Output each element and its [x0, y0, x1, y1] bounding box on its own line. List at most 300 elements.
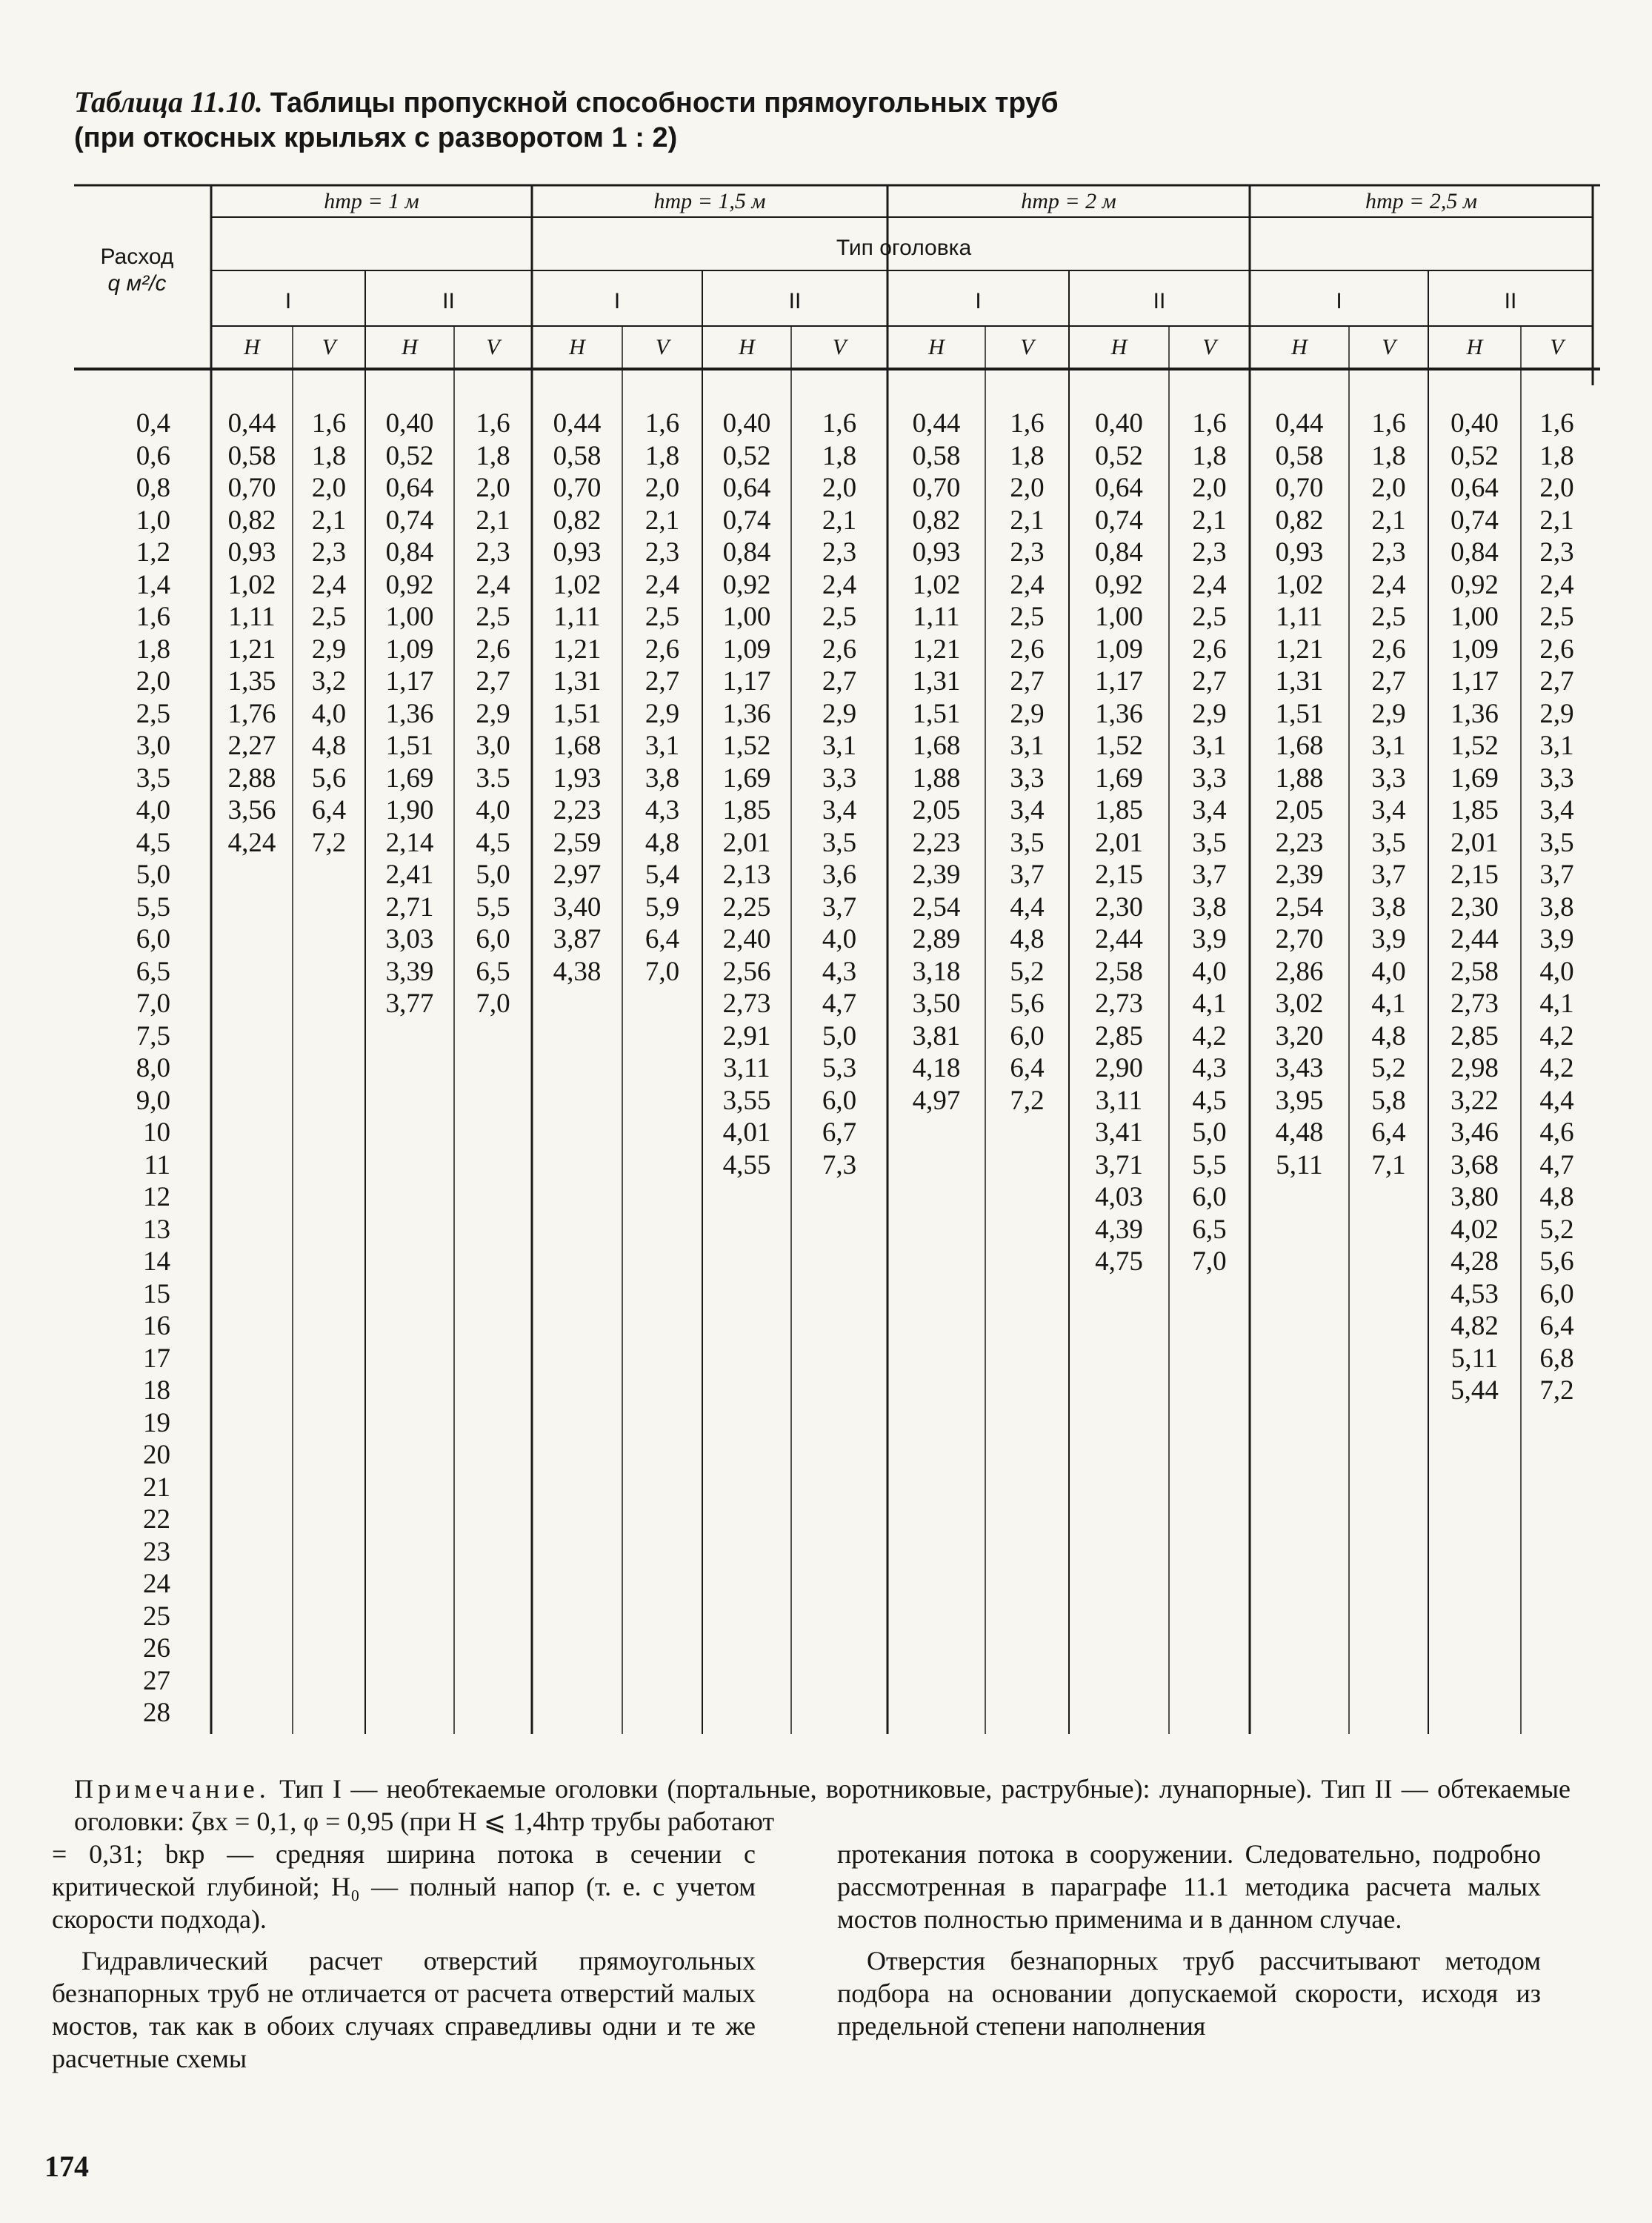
v-value: 5,5: [1192, 1149, 1227, 1180]
flow-rate-value: 27: [143, 1665, 170, 1696]
head-type-label: Тип оголовка: [836, 236, 972, 260]
h-value: 1,68: [912, 731, 961, 761]
flow-rate-value: 2,0: [136, 666, 170, 697]
v-column-header: V: [1020, 335, 1034, 359]
flow-rate-value: 1,2: [136, 537, 170, 568]
v-value: 2,6: [1539, 634, 1574, 665]
h-value: 2,90: [1095, 1053, 1143, 1083]
v-value: 3,8: [1539, 891, 1574, 923]
v-value: 3,5: [1371, 827, 1406, 858]
v-value: 2,6: [822, 634, 857, 665]
h-value: 0,40: [385, 408, 434, 439]
h-value: 1,93: [553, 762, 602, 794]
v-value: 4,0: [311, 698, 347, 729]
v-value: 2,5: [1539, 602, 1574, 632]
h-value: 1,17: [1451, 666, 1499, 697]
h-value: 0,52: [722, 440, 771, 471]
h-value: 2,73: [722, 988, 771, 1019]
v-value: 2,4: [1192, 569, 1227, 600]
h-value: 1,69: [722, 762, 771, 794]
v-value: 5,2: [1539, 1214, 1574, 1245]
v-value: 2,9: [1539, 698, 1574, 729]
v-value: 3.5: [476, 762, 510, 794]
h-value: 4,28: [1451, 1246, 1499, 1277]
flow-rate-value: 21: [143, 1472, 170, 1503]
rate-label: Расход: [100, 245, 174, 269]
flow-rate-value: 0,8: [136, 473, 170, 503]
v-value: 4,2: [1539, 1053, 1574, 1083]
flow-rate-value: 19: [143, 1407, 170, 1438]
v-value: 4,0: [1371, 956, 1406, 987]
h-value: 0,84: [1451, 537, 1499, 568]
v-value: 5,6: [1010, 988, 1045, 1019]
type-header: II: [788, 289, 802, 313]
h-value: 2,41: [385, 860, 434, 890]
v-value: 2,0: [1371, 473, 1406, 503]
v-value: 4,5: [476, 827, 510, 858]
h-value: 1,52: [722, 731, 771, 761]
v-value: 6,5: [476, 956, 510, 987]
h-value: 1,68: [1275, 731, 1324, 761]
h-value: 0,82: [1275, 505, 1324, 536]
h-value: 3,95: [1275, 1085, 1324, 1116]
h-value: 0,93: [912, 537, 961, 568]
h-value: 2,27: [227, 731, 276, 761]
body-left-paragraph-1: = 0,31; bкр — средняя ширина потока в сечении с критической глубиной; H₀ — полный напор (т. е. с учетом скорости подхода).: [52, 1839, 756, 1934]
type-header: I: [613, 289, 621, 313]
body-column-right: [837, 1838, 1541, 2051]
v-value: 2,9: [1010, 698, 1045, 729]
v-value: 1,6: [476, 408, 510, 439]
v-value: 2,0: [1539, 473, 1574, 503]
v-value: 5,6: [311, 762, 347, 794]
v-column-header: V: [655, 335, 670, 359]
v-value: 3,8: [645, 762, 680, 794]
h-value: 2,05: [912, 795, 961, 825]
h-value: 1,88: [1275, 762, 1324, 794]
v-column-header: V: [1202, 335, 1216, 359]
type-header: I: [284, 289, 292, 313]
v-value: 3,3: [1010, 762, 1045, 794]
h-value: 0,70: [912, 473, 961, 503]
flow-rate-value: 1,4: [136, 569, 170, 600]
h-value: 4,97: [912, 1085, 961, 1116]
v-value: 3,9: [1371, 924, 1406, 954]
v-value: 3,7: [1192, 860, 1227, 890]
h-value: 0,93: [553, 537, 602, 568]
h-value: 3,71: [1095, 1149, 1143, 1180]
h-value: 2,91: [722, 1020, 771, 1051]
h-value: 2,01: [1095, 827, 1143, 858]
v-value: 2,3: [311, 537, 347, 568]
h-value: 0,40: [1095, 408, 1143, 439]
h-value: 3,11: [723, 1053, 770, 1083]
v-value: 2,7: [476, 666, 510, 697]
v-value: 4,3: [645, 795, 680, 825]
h-value: 2,98: [1451, 1053, 1499, 1083]
h-value: 3,80: [1451, 1182, 1499, 1212]
table-caption: Таблицы пропускной способности прямоугольных труб: [270, 87, 1059, 119]
h-value: 2,86: [1275, 956, 1324, 987]
v-value: 2,5: [311, 602, 347, 632]
h-value: 0,64: [722, 473, 771, 503]
v-value: 7,0: [1192, 1246, 1227, 1277]
v-value: 7,2: [1539, 1375, 1574, 1406]
h-column-header: H: [928, 335, 945, 359]
h-value: 2,05: [1275, 795, 1324, 825]
h-value: 3,41: [1095, 1117, 1143, 1148]
h-value: 1,36: [722, 698, 771, 729]
h-value: 1,36: [385, 698, 434, 729]
h-value: 2,97: [553, 860, 602, 890]
h-value: 0,52: [1095, 440, 1143, 471]
h-value: 3,40: [553, 891, 602, 923]
page-number: 174: [44, 2150, 89, 2183]
h-value: 3,39: [385, 956, 434, 987]
h-value: 0,82: [912, 505, 961, 536]
v-value: 1,8: [1192, 440, 1227, 471]
flow-rate-value: 6,0: [136, 924, 170, 954]
h-value: 2,85: [1451, 1020, 1499, 1051]
h-value: 3,22: [1451, 1085, 1499, 1116]
h-value: 1,00: [722, 602, 771, 632]
v-value: 3,7: [822, 891, 857, 923]
v-value: 2,0: [1010, 473, 1045, 503]
flow-rate-value: 9,0: [136, 1085, 170, 1116]
h-value: 4,53: [1451, 1278, 1499, 1309]
v-value: 3,9: [1539, 924, 1574, 954]
flow-rate-value: 28: [143, 1698, 170, 1728]
v-value: 7,1: [1371, 1149, 1406, 1180]
v-value: 3,1: [645, 731, 680, 761]
v-value: 3,5: [1539, 827, 1574, 858]
h-value: 1,31: [553, 666, 602, 697]
v-value: 6,0: [476, 924, 510, 954]
h-value: 0,40: [1451, 408, 1499, 439]
h-value: 0,84: [722, 537, 771, 568]
v-value: 4,4: [1010, 891, 1045, 923]
h-value: 4,18: [912, 1053, 961, 1083]
v-value: 4,3: [822, 956, 857, 987]
v-value: 2,3: [1192, 537, 1227, 568]
flow-rate-value: 18: [143, 1375, 170, 1406]
body-left-paragraph-2: Гидравлический расчет отверстий прямоугольных безнапорных труб не отличается от расчета отверстий малых мостов, так как в обоих случаях справедливы одни и те же расчетные схемы: [52, 1946, 756, 2073]
v-value: 2,0: [645, 473, 680, 503]
v-value: 1,8: [822, 440, 857, 471]
v-value: 4,4: [1539, 1085, 1574, 1116]
type-header: II: [1153, 289, 1166, 313]
body-right-paragraph-1: протекания потока в сооружении. Следовательно, подробно рассмотренная в параграфе 11.1 методика расчета малых мостов полностью применима и в данном случае.: [837, 1839, 1541, 1934]
v-value: 2,6: [1010, 634, 1045, 665]
v-value: 2,5: [1010, 602, 1045, 632]
group-header-htr: hтр = 2 м: [1021, 189, 1116, 213]
h-value: 5,11: [1451, 1343, 1499, 1374]
flow-rate-value: 25: [143, 1601, 170, 1632]
flow-rate-value: 11: [144, 1149, 170, 1180]
v-value: 6,4: [1539, 1311, 1574, 1341]
h-value: 3,03: [385, 924, 434, 954]
v-value: 1,8: [1010, 440, 1045, 471]
h-value: 1,17: [722, 666, 771, 697]
h-value: 0,64: [385, 473, 434, 503]
v-value: 2,5: [1192, 602, 1227, 632]
v-value: 3,1: [1539, 731, 1574, 761]
h-value: 2,58: [1451, 956, 1499, 987]
v-value: 3,1: [1371, 731, 1406, 761]
h-value: 1,00: [385, 602, 434, 632]
v-value: 3,4: [1192, 795, 1227, 825]
flow-rate-value: 7,5: [136, 1020, 170, 1051]
v-value: 2,5: [822, 602, 857, 632]
h-value: 1,35: [227, 666, 276, 697]
h-column-header: H: [1291, 335, 1308, 359]
v-value: 2,0: [1192, 473, 1227, 503]
h-value: 1,31: [1275, 666, 1324, 697]
v-value: 5,9: [645, 891, 680, 923]
v-value: 4,8: [1371, 1020, 1406, 1051]
h-value: 0,74: [1451, 505, 1499, 536]
v-value: 2,1: [1371, 505, 1406, 536]
h-value: 0,70: [553, 473, 602, 503]
v-value: 6,8: [1539, 1343, 1574, 1374]
h-column-header: H: [739, 335, 755, 359]
v-value: 2,6: [1371, 634, 1406, 665]
v-value: 2,4: [311, 569, 347, 600]
v-value: 6,0: [1010, 1020, 1045, 1051]
v-value: 2,6: [645, 634, 680, 665]
h-value: 0,82: [553, 505, 602, 536]
v-value: 3,3: [1192, 762, 1227, 794]
v-value: 6,4: [1371, 1117, 1406, 1148]
h-value: 2,73: [1451, 988, 1499, 1019]
h-value: 1,09: [1451, 634, 1499, 665]
v-value: 1,6: [1010, 408, 1045, 439]
h-value: 3,87: [553, 924, 602, 954]
h-value: 3,43: [1275, 1053, 1324, 1083]
v-value: 2,7: [1192, 666, 1227, 697]
v-value: 5,3: [822, 1053, 857, 1083]
v-value: 1,6: [645, 408, 680, 439]
h-column-header: H: [402, 335, 418, 359]
flow-rate-value: 3,5: [136, 762, 170, 794]
v-value: 4,2: [1539, 1020, 1574, 1051]
h-value: 1,02: [553, 569, 602, 600]
v-value: 4,1: [1371, 988, 1406, 1019]
h-value: 4,01: [722, 1117, 771, 1148]
h-value: 1,85: [1095, 795, 1143, 825]
v-value: 6,0: [1192, 1182, 1227, 1212]
v-value: 4,0: [476, 795, 510, 825]
v-value: 2,1: [645, 505, 680, 536]
h-value: 2,44: [1451, 924, 1499, 954]
h-value: 4,75: [1095, 1246, 1143, 1277]
flow-rate-value: 6,5: [136, 956, 170, 987]
h-value: 2,39: [912, 860, 961, 890]
h-value: 0,64: [1095, 473, 1143, 503]
v-value: 6,0: [1539, 1278, 1574, 1309]
h-value: 0,58: [1275, 440, 1324, 471]
v-value: 3,5: [1010, 827, 1045, 858]
type-header: II: [442, 289, 455, 313]
v-value: 5,8: [1371, 1085, 1406, 1116]
v-column-header: V: [1382, 335, 1396, 359]
h-value: 2,54: [1275, 891, 1324, 923]
v-value: 4,1: [1192, 988, 1227, 1019]
v-value: 3,0: [476, 731, 510, 761]
v-column-header: V: [486, 335, 500, 359]
h-value: 1,21: [553, 634, 602, 665]
h-value: 1,11: [228, 602, 276, 632]
h-value: 0,44: [227, 408, 276, 439]
v-value: 2,1: [1539, 505, 1574, 536]
v-value: 4,0: [1192, 956, 1227, 987]
h-value: 0,92: [385, 569, 434, 600]
h-value: 4,48: [1275, 1117, 1324, 1148]
v-value: 1,8: [1371, 440, 1406, 471]
v-value: 2,7: [645, 666, 680, 697]
h-column-header: H: [1110, 335, 1128, 359]
rate-unit: q м²/с: [107, 271, 167, 296]
v-value: 2,7: [1010, 666, 1045, 697]
h-column-header: H: [569, 335, 585, 359]
v-value: 2,7: [822, 666, 857, 697]
h-value: 0,84: [1095, 537, 1143, 568]
flow-rate-value: 7,0: [136, 988, 170, 1019]
h-value: 1,02: [1275, 569, 1324, 600]
v-value: 2,4: [645, 569, 680, 600]
h-value: 5,11: [1276, 1149, 1323, 1180]
h-value: 0,74: [385, 505, 434, 536]
v-value: 1,8: [476, 440, 510, 471]
h-value: 2,25: [722, 891, 771, 923]
v-value: 2,1: [822, 505, 857, 536]
v-value: 1,8: [311, 440, 347, 471]
v-value: 3,7: [1371, 860, 1406, 890]
note-label: Примечание.: [74, 1774, 270, 1804]
h-value: 3,68: [1451, 1149, 1499, 1180]
flow-rate-value: 22: [143, 1504, 170, 1535]
h-value: 1,85: [1451, 795, 1499, 825]
h-value: 1,52: [1095, 731, 1143, 761]
v-value: 2,5: [1371, 602, 1406, 632]
h-value: 4,82: [1451, 1311, 1499, 1341]
h-value: 2,23: [1275, 827, 1324, 858]
v-value: 2,0: [311, 473, 347, 503]
group-header-htr: hтр = 1 м: [324, 189, 419, 213]
v-value: 1,8: [1539, 440, 1574, 471]
v-value: 2,9: [822, 698, 857, 729]
v-value: 7,2: [311, 827, 347, 858]
h-value: 2,23: [553, 795, 602, 825]
v-value: 2,4: [1010, 569, 1045, 600]
flow-rate-value: 16: [143, 1311, 170, 1341]
h-value: 4,55: [722, 1149, 771, 1180]
v-value: 2,4: [1539, 569, 1574, 600]
v-value: 3,4: [1539, 795, 1574, 825]
v-value: 2,1: [311, 505, 347, 536]
h-value: 1,09: [385, 634, 434, 665]
h-value: 2,15: [1451, 860, 1499, 890]
h-value: 0,58: [912, 440, 961, 471]
v-value: 6,7: [822, 1117, 857, 1148]
v-value: 6,0: [822, 1085, 857, 1116]
v-value: 2,4: [476, 569, 510, 600]
h-value: 1,21: [912, 634, 961, 665]
h-value: 1,69: [385, 762, 434, 794]
h-value: 2,01: [1451, 827, 1499, 858]
h-value: 2,59: [553, 827, 602, 858]
v-value: 2,5: [645, 602, 680, 632]
flow-rate-value: 5,5: [136, 891, 170, 923]
flow-rate-value: 23: [143, 1536, 170, 1567]
v-value: 2,0: [822, 473, 857, 503]
v-value: 3,5: [1192, 827, 1227, 858]
v-value: 1,6: [1371, 408, 1406, 439]
table-number: Таблица 11.10.: [74, 85, 263, 119]
v-value: 2,3: [822, 537, 857, 568]
h-value: 2,73: [1095, 988, 1143, 1019]
h-column-header: H: [1466, 335, 1483, 359]
v-column-header: V: [322, 335, 336, 359]
v-column-header: V: [1550, 335, 1564, 359]
v-value: 2,9: [1371, 698, 1406, 729]
v-value: 2,1: [1192, 505, 1227, 536]
h-value: 4,39: [1095, 1214, 1143, 1245]
v-value: 3,1: [1010, 731, 1045, 761]
h-value: 2,88: [227, 762, 276, 794]
h-value: 2,40: [722, 924, 771, 954]
type-header: I: [975, 289, 982, 313]
v-value: 4,0: [822, 924, 857, 954]
v-value: 6,5: [1192, 1214, 1227, 1245]
v-value: 6,4: [645, 924, 680, 954]
flow-rate-value: 13: [143, 1214, 170, 1245]
h-value: 2,39: [1275, 860, 1324, 890]
v-value: 3,8: [1192, 891, 1227, 923]
h-value: 3,02: [1275, 988, 1324, 1019]
flow-rate-value: 0,6: [136, 440, 170, 471]
v-value: 2,9: [645, 698, 680, 729]
flow-rate-value: 4,5: [136, 827, 170, 858]
h-value: 0,82: [227, 505, 276, 536]
h-value: 2,01: [722, 827, 771, 858]
v-value: 6,4: [311, 795, 347, 825]
v-value: 3,9: [1192, 924, 1227, 954]
group-header-htr: hтр = 2,5 м: [1365, 189, 1478, 213]
h-value: 2,44: [1095, 924, 1143, 954]
flow-rate-value: 26: [143, 1633, 170, 1664]
h-value: 3,20: [1275, 1020, 1324, 1051]
v-value: 3,5: [822, 827, 857, 858]
v-value: 2,3: [1010, 537, 1045, 568]
h-value: 4,03: [1095, 1182, 1143, 1212]
h-value: 3,77: [385, 988, 434, 1019]
v-value: 4,6: [1539, 1117, 1574, 1148]
h-value: 1,09: [1095, 634, 1143, 665]
v-value: 4,0: [1539, 956, 1574, 987]
h-value: 3,81: [912, 1020, 961, 1051]
h-value: 1,00: [1095, 602, 1143, 632]
v-value: 3,2: [311, 666, 347, 697]
flow-rate-value: 3,0: [136, 731, 170, 761]
h-value: 0,93: [1275, 537, 1324, 568]
h-value: 0,44: [553, 408, 602, 439]
v-value: 2,3: [1539, 537, 1574, 568]
h-value: 0,84: [385, 537, 434, 568]
v-value: 3,3: [1539, 762, 1574, 794]
h-value: 3,50: [912, 988, 961, 1019]
v-value: 2,4: [822, 569, 857, 600]
